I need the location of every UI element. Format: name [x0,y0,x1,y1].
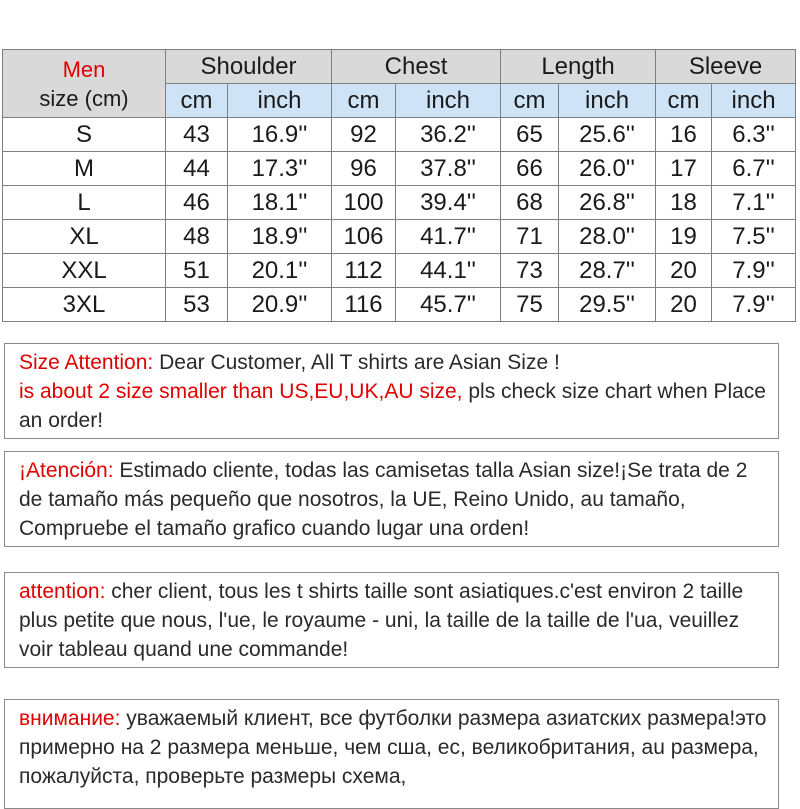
measurement-cell: 19 [656,220,712,254]
notice-en-rest: pls check size chart when Place an order! [19,380,766,432]
measurement-cell: 53 [166,288,228,322]
measurement-cell: 68 [501,186,559,220]
table-row [3,254,796,288]
chest-header: Chest [332,50,501,84]
size-label-cell: XXL [3,254,166,288]
measurement-cell: 20.1'' [228,254,332,288]
unit-header-cm: cm [332,84,396,118]
notice-en-red-line: is about 2 size smaller than US,EU,UK,AU size, [19,380,463,403]
size-label-cell: XL [3,220,166,254]
measurement-cell: 18.1'' [228,186,332,220]
notice-french [4,572,779,668]
group-header-row [3,50,796,84]
measurement-cell: 18 [656,186,712,220]
measurement-cell: 106 [332,220,396,254]
measurement-cell: 51 [166,254,228,288]
measurement-cell: 16 [656,118,712,152]
measurement-cell: 16.9'' [228,118,332,152]
measurement-cell: 20 [656,254,712,288]
notice-es-text: Estimado cliente, todas las camisetas talla Asian size!¡Se trata de 2 de tamaño más pequeño que nosotros, la UE, Reino Unido, au tamaño, Compruebe el tamaño grafico cuando lugar una orden! [19,459,748,540]
measurement-cell: 18.9'' [228,220,332,254]
measurement-cell: 65 [501,118,559,152]
measurement-cell: 45.7'' [396,288,501,322]
table-row [3,118,796,152]
measurement-cell: 44.1'' [396,254,501,288]
measurement-cell: 20.9'' [228,288,332,322]
table-row [3,220,796,254]
notice-fr-text: cher client, tous les t shirts taille sont asiatiques.c'est environ 2 taille plus petite que nous, l'ue, le royaume - uni, la taille de la taille de l'ua, veuillez voir tableau quand une commande! [19,580,744,661]
measurement-cell: 48 [166,220,228,254]
notice-ru-text: уважаемый клиент, все футболки размера азиатских размера!это примерно на 2 размера меньше, чем сша, ес, великобритания, au размера, пожалуйста, проверьте размеры схема, [19,707,767,788]
measurement-cell: 39.4'' [396,186,501,220]
men-label: Men [62,56,106,82]
corner-header-cell [3,50,166,118]
unit-header-cm: cm [166,84,228,118]
measurement-cell: 36.2'' [396,118,501,152]
measurement-cell: 7.9'' [712,288,796,322]
unit-header-inch: inch [228,84,332,118]
notice-spanish [4,451,779,547]
table-row [3,288,796,322]
measurement-cell: 6.7'' [712,152,796,186]
length-header: Length [501,50,656,84]
unit-header-inch: inch [712,84,796,118]
measurement-cell: 75 [501,288,559,322]
notice-ru-lead: внимание: [19,707,121,730]
unit-header-cm: cm [656,84,712,118]
measurement-cell: 66 [501,152,559,186]
measurement-cell: 29.5'' [559,288,656,322]
measurement-cell: 28.7'' [559,254,656,288]
measurement-cell: 26.8'' [559,186,656,220]
measurement-cell: 112 [332,254,396,288]
unit-header-inch: inch [559,84,656,118]
size-label-cell: S [3,118,166,152]
measurement-cell: 7.9'' [712,254,796,288]
measurement-cell: 7.1'' [712,186,796,220]
size-label-cell: M [3,152,166,186]
measurement-cell: 46 [166,186,228,220]
measurement-cell: 116 [332,288,396,322]
measurement-cell: 20 [656,288,712,322]
table-row [3,186,796,220]
size-chart-table [2,49,796,322]
measurement-cell: 28.0'' [559,220,656,254]
notice-en-lead: Size Attention: [19,351,154,374]
table-row [3,152,796,186]
measurement-cell: 7.5'' [712,220,796,254]
measurement-cell: 71 [501,220,559,254]
measurement-cell: 25.6'' [559,118,656,152]
notice-english [4,343,779,439]
measurement-cell: 37.8'' [396,152,501,186]
measurement-cell: 17.3'' [228,152,332,186]
notice-es-lead: ¡Atención: [19,459,114,482]
measurement-cell: 41.7'' [396,220,501,254]
sleeve-header: Sleeve [656,50,796,84]
measurement-cell: 100 [332,186,396,220]
notice-russian [4,699,779,809]
measurement-cell: 96 [332,152,396,186]
notice-fr-lead: attention: [19,580,106,603]
measurement-cell: 6.3'' [712,118,796,152]
size-rows [3,118,796,322]
measurement-cell: 43 [166,118,228,152]
measurement-cell: 44 [166,152,228,186]
measurement-cell: 26.0'' [559,152,656,186]
size-label-cell: 3XL [3,288,166,322]
measurement-cell: 73 [501,254,559,288]
unit-header-inch: inch [396,84,501,118]
size-label-cell: L [3,186,166,220]
notice-en-line1: Dear Customer, All T shirts are Asian Size ! [153,351,560,374]
size-unit-label: size (cm) [39,85,129,111]
shoulder-header: Shoulder [166,50,332,84]
measurement-cell: 17 [656,152,712,186]
unit-header-cm: cm [501,84,559,118]
measurement-cell: 92 [332,118,396,152]
